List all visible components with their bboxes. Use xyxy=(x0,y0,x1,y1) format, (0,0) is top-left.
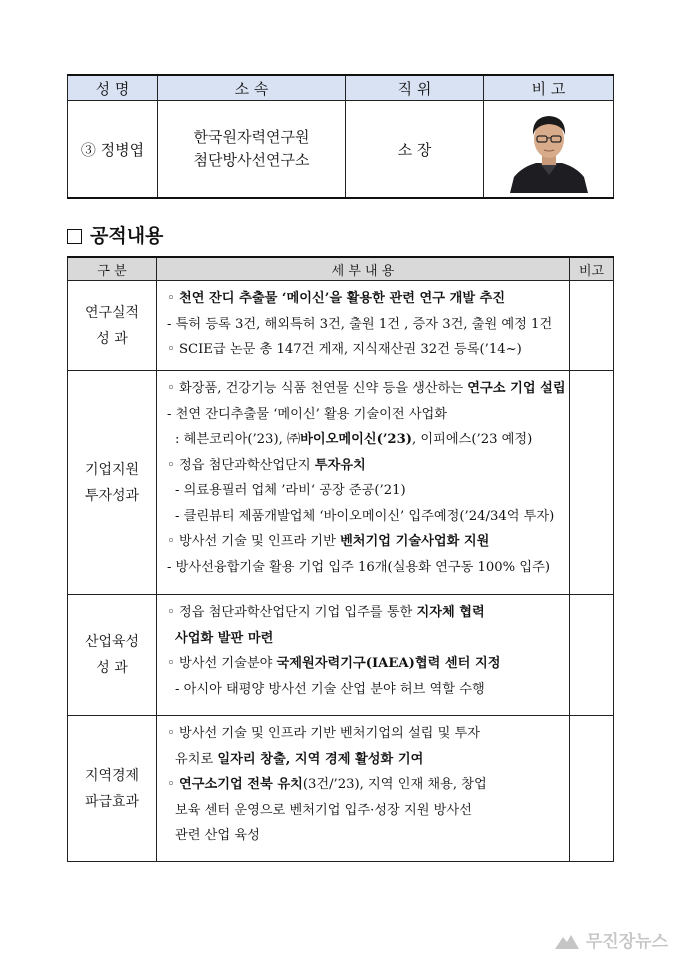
detail-line xyxy=(165,286,565,312)
detail-line xyxy=(165,337,565,363)
detail-text: ◦ 정읍 첨단과학산업단지 xyxy=(167,457,315,473)
category-cell xyxy=(68,716,157,862)
detail-text: , 이피에스(’23 예정) xyxy=(412,432,533,447)
detail-text: ◦ xyxy=(167,777,179,792)
note-cell xyxy=(570,716,614,862)
detail-cell xyxy=(157,371,570,595)
person-photo xyxy=(508,105,590,193)
detail-line xyxy=(165,823,565,849)
detail-cell xyxy=(157,281,570,371)
person-affiliation xyxy=(158,101,346,199)
achievement-header-row xyxy=(68,257,614,281)
category-cell xyxy=(68,595,157,716)
detail-text: 보육 센터 운영으로 벤처기업 입주·성장 지원 방사선 xyxy=(175,802,472,818)
category-line2: 성 과 xyxy=(96,660,128,676)
category-cell xyxy=(68,371,157,595)
person-name: ③ 정병엽 xyxy=(68,101,158,199)
profile-header-row xyxy=(68,75,614,101)
detail-text: (3건/’23), 지역 인재 채용, 창업 xyxy=(302,777,487,792)
detail-text: 관련 산업 육성 xyxy=(175,828,260,843)
detail-text-bold: 일자리 창출, 지역 경제 활성화 기여 xyxy=(217,751,424,767)
detail-line xyxy=(165,453,565,479)
detail-text-bold: 연구소 기업 설립 xyxy=(467,381,566,396)
detail-line xyxy=(165,747,565,773)
achievement-table xyxy=(67,256,614,862)
detail-text: 유치로 xyxy=(175,751,218,767)
detail-line xyxy=(165,798,565,824)
section-heading xyxy=(67,222,163,250)
detail-text: - 클린뷰티 제품개발업체 ‘바이오메이신’ 입주예정(’24/34억 투자) xyxy=(175,508,555,524)
detail-text: ◦ 방사선 기술분야 xyxy=(167,656,277,671)
detail-line xyxy=(165,677,565,703)
category-line1: 지역경제 xyxy=(84,767,140,784)
detail-text-bold: 지자체 협력 xyxy=(416,605,485,620)
detail-text-bold: 벤처기업 기술사업화 지원 xyxy=(340,534,490,549)
detail-text: - 천연 잔디추출물 ‘메이신’ 활용 기술이전 사업화 xyxy=(167,406,448,422)
detail-line xyxy=(165,721,565,747)
detail-text: - 아시아 태평양 방사선 기술 산업 분야 허브 역할 수행 xyxy=(175,681,485,697)
detail-cell xyxy=(157,595,570,716)
detail-text-bold: 사업화 발판 마련 xyxy=(175,630,274,646)
detail-line xyxy=(165,529,565,555)
detail-line xyxy=(165,478,565,504)
detail-line xyxy=(165,651,565,677)
detail-text: ◦ 방사선 기술 및 인프라 기반 벤처기업의 설립 및 투자 xyxy=(167,726,481,741)
watermark xyxy=(554,927,668,952)
detail-text-bold: 연구소기업 전북 유치 xyxy=(178,777,303,792)
detail-line xyxy=(165,402,565,428)
detail-line xyxy=(165,772,565,798)
detail-line xyxy=(165,312,565,338)
detail-text: ◦ 정읍 첨단과학산업단지 기업 입주를 통한 xyxy=(167,605,417,620)
note-cell xyxy=(570,281,614,371)
detail-line xyxy=(165,427,565,453)
detail-line xyxy=(165,376,565,402)
affiliation-line1: 한국원자력연구원 xyxy=(193,128,310,146)
category-line1: 산업육성 xyxy=(84,634,140,650)
achievement-row-investment xyxy=(68,371,614,595)
detail-text: ◦ xyxy=(167,291,179,306)
detail-text-bold: 바이오메이신(’23) xyxy=(300,432,413,447)
portrait-image xyxy=(508,105,590,193)
person-photo-cell xyxy=(484,101,614,199)
section-title-text: 공적내용 xyxy=(90,225,164,247)
person-position: 소 장 xyxy=(346,101,484,199)
detail-text: - 의료용필러 업체 ’라비‘ 공장 준공(’21) xyxy=(175,483,406,498)
detail-text-bold: 투자유치 xyxy=(314,457,366,473)
square-bullet-icon xyxy=(67,229,82,244)
category-line2: 투자성과 xyxy=(84,487,140,504)
header-position: 직 위 xyxy=(346,75,484,101)
profile-data-row xyxy=(68,101,614,199)
detail-cell xyxy=(157,716,570,862)
detail-text-bold: 천연 잔디 추출물 ‘메이신’을 활용한 관련 연구 개발 추진 xyxy=(178,291,506,306)
note-cell xyxy=(570,595,614,716)
watermark-text: 무진장뉴스 xyxy=(585,932,668,952)
achievement-row-industry xyxy=(68,595,614,716)
detail-text: ◦ 화장품, 건강기능 식품 천연물 신약 등을 생산하는 xyxy=(167,381,468,396)
mountain-logo-icon xyxy=(554,929,580,951)
detail-text: ◦ 방사선 기술 및 인프라 기반 xyxy=(167,534,341,549)
detail-line xyxy=(165,555,565,581)
category-line1: 연구실적 xyxy=(84,304,140,321)
detail-line xyxy=(165,626,565,652)
profile-table xyxy=(67,74,614,199)
note-cell xyxy=(570,371,614,595)
header-details: 세 부 내 용 xyxy=(157,257,570,281)
header-affiliation: 소 속 xyxy=(158,75,346,101)
detail-text-bold: 국제원자력기구(IAEA)협력 센터 지정 xyxy=(276,656,501,671)
header-remarks: 비 고 xyxy=(484,75,614,101)
header-name: 성 명 xyxy=(68,75,158,101)
detail-text: - 특허 등록 3건, 해외특허 3건, 출원 1건 , 증자 3건, 출원 예정 1건 xyxy=(167,316,553,332)
detail-text: : 헤븐코리아(’23), ㈜ xyxy=(175,432,301,447)
detail-text: - 방사선융합기술 활용 기업 입주 16개(실용화 연구동 100% 입주) xyxy=(167,559,551,575)
detail-line xyxy=(165,504,565,530)
header-note: 비고 xyxy=(570,257,614,281)
affiliation-line2: 첨단방사선연구소 xyxy=(193,151,310,169)
category-line2: 파급효과 xyxy=(84,793,140,810)
achievement-row-research xyxy=(68,281,614,371)
category-line1: 기업지원 xyxy=(84,461,140,478)
detail-text: ◦ SCIE급 논문 총 147건 게재, 지식재산권 32건 등록(’14~) xyxy=(167,342,522,357)
category-cell xyxy=(68,281,157,371)
category-line2: 성 과 xyxy=(96,330,128,347)
header-category: 구 분 xyxy=(68,257,157,281)
achievement-row-economy xyxy=(68,716,614,862)
detail-line xyxy=(165,600,565,626)
